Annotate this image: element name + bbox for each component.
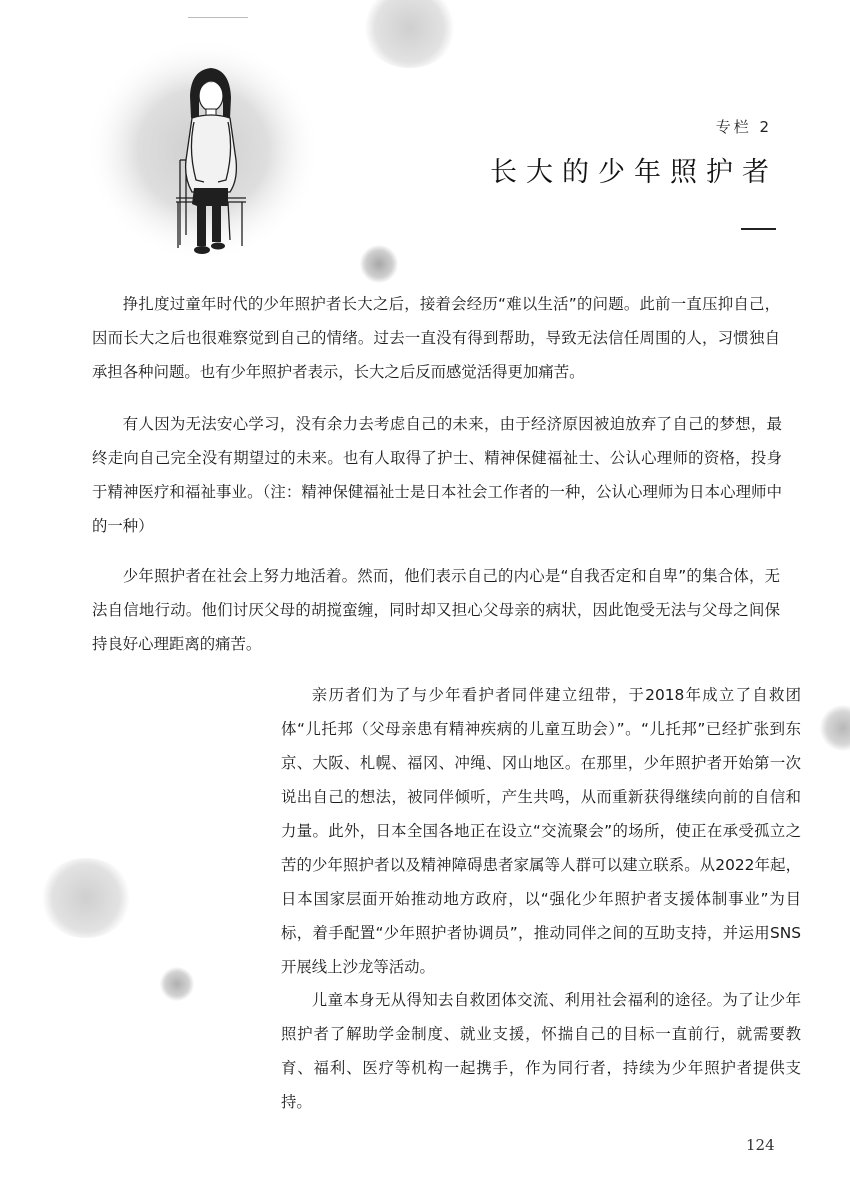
girl-sitting-on-chair-illustration: [78, 10, 348, 280]
page-title: 长大的少年照护者: [490, 157, 778, 188]
paragraph-4: [281, 678, 801, 984]
ink-wash-blob: [820, 705, 850, 751]
title-underline: [741, 228, 776, 230]
paragraph-text: 挣扎度过童年时代的少年照护者长大之后，接着会经历“难以生活”的问题。此前一直压抑自己，因而长大之后也很难察觉到自己的情绪。过去一直没有得到帮助，导致无法信任周围的人，习惯独自承担各种问题。也有少年照护者表示，长大之后反而感觉活得更加痛苦。: [92, 295, 780, 381]
page-number: 124: [746, 1136, 775, 1154]
ink-wash-blob: [160, 967, 194, 1001]
ink-wash-blob: [40, 858, 132, 938]
paragraph-text: 儿童本身无从得知去自救团体交流、利用社会福利的途径。为了让少年照护者了解助学金制度、就业支援，怀揣自己的目标一直前行，就需要教育、福利、医疗等机构一起携手，作为同行者，持续为少年照护者提供支持。: [281, 991, 801, 1111]
ink-wash-blob: [362, 0, 457, 68]
paragraph-5: [281, 983, 801, 1119]
paragraph-1: [92, 287, 780, 389]
paragraph-2: [92, 407, 782, 543]
ink-wash-blob: [360, 245, 398, 283]
paragraph-text: 有人因为无法安心学习，没有余力去考虑自己的未来，由于经济原因被迫放弃了自己的梦想，最终走向自己完全没有期望过的未来。也有人取得了护士、精神保健福祉士、公认心理师的资格，投身于精神医疗和福祉事业。（注：精神保健福祉士是日本社会工作者的一种，公认心理师为日本心理师中的一种）: [92, 415, 782, 535]
paragraph-text: 少年照护者在社会上努力地活着。然而，他们表示自己的内心是“自我否定和自卑”的集合体，无法自信地行动。他们讨厌父母的胡搅蛮缠，同时却又担心父母亲的病状，因此饱受无法与父母之间保持良好心理距离的痛苦。: [92, 567, 780, 653]
paragraph-text: 亲历者们为了与少年看护者同伴建立纽带，于2018年成立了自救团体“儿托邦（父母亲患有精神疾病的儿童互助会）”。“儿托邦”已经扩张到东京、大阪、札幌、福冈、冲绳、冈山地区。在那里，少年照护者开始第一次说出自己的想法，被同伴倾听，产生共鸣，从而重新获得继续向前的自信和力量。此外，日本全国各地正在设立“交流聚会”的场所，使正在承受孤立之苦的少年照护者以及精神障碍患者家属等人群可以建立联系。从2022年起，日本国家层面开始推动地方政府，以“强化少年照护者支援体制事业”为目标，着手配置“少年照护者协调员”，推动同伴之间的互助支持，并运用SNS开展线上沙龙等活动。: [281, 686, 801, 976]
paragraph-3: [92, 559, 780, 661]
column-label: 专栏 2: [715, 118, 772, 136]
